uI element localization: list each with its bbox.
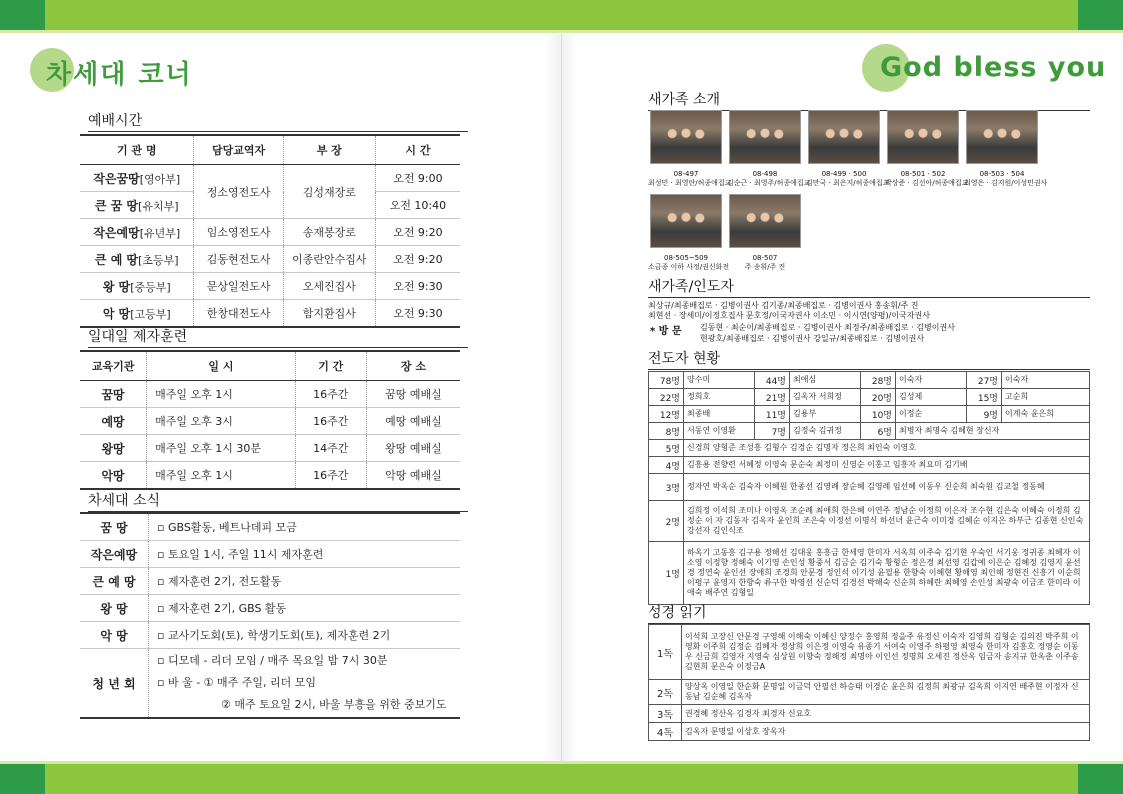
caption-code: 08-505~509 (663, 254, 709, 262)
worship-org-name: 작은예땅 (93, 225, 140, 240)
evangelism-row (649, 406, 1090, 423)
news-text: ▫ 토요일 1시, 주일 11시 제자훈련 (149, 541, 461, 568)
guide-line: 최현선 · 장세미/이정호집사 문호정/이국자권사 이소민 · 이시연(양평)/이국자권사 (648, 311, 930, 320)
training-period: 16주간 (295, 381, 366, 408)
worship-header-pastor: 담당교역자 (194, 135, 283, 165)
evangelism-names: 이숙자 (896, 372, 967, 389)
worship-org-name: 악 땅 (102, 306, 131, 321)
news-row (80, 595, 460, 622)
evangelism-names: 이계숙 윤은희 (1002, 406, 1090, 423)
newfamily-photo (729, 110, 801, 164)
training-place: 악땅 예배실 (366, 462, 460, 490)
news-row (80, 513, 460, 541)
worship-org-dept: [유치부] (138, 199, 179, 213)
top-band-stripe (0, 30, 1123, 33)
youth-line-paul: ▫ 바 울 - ① 매주 주일, 리더 모임 (157, 676, 317, 689)
worship-org-name: 큰 꿈 땅 (94, 198, 139, 213)
evangelism-names: 서동연 이영환 (684, 423, 755, 440)
worship-row (80, 246, 460, 273)
caption-code: 08-498 (752, 170, 778, 178)
photo-caption (806, 170, 890, 188)
evangelism-names: 김옥자 서희정 (790, 389, 861, 406)
bottom-band-stripe (0, 761, 1123, 764)
evangelism-names: 하옥기 고동흥 김구용 정해선 김대웅 홍흥금 한세영 한미자 서옥희 이주숙 김기현 우숙인 서기웅 정귀종 최혜자 이소영 이정향 정혜숙 이기영 손인성 황중서 김금순 김기숙 황형순 정은경 최선영 김갑예 이은순 김혜정 김영지 윤선경 정연숙 윤인선 장애희 조경희 안문경 정인석 이기성 윤필용 한향숙 이혜현 황해영 최인해 정현진 신흥기 이순희 이평구 윤영지 한향숙 류구한 박영선 신순덕 김경선 박해숙 신순희 하혜란 최혜영 손인성 최광숙 이금조 한미라 이애숙 배주연 김형일 (684, 542, 1090, 605)
page-divider (561, 34, 562, 761)
worship-org-name: 작은꿈땅 (93, 171, 140, 186)
training-when: 매주일 오후 1시 30분 (147, 435, 296, 462)
training-period: 16주간 (295, 462, 366, 490)
evangelism-names: 고순희 (1002, 389, 1090, 406)
worship-title: 예배시간 (88, 110, 142, 130)
bible-names: 양상옥 이영일 한순화 문명일 이금덕 안필선 하승태 이경순 윤은희 김정희 최광규 김옥희 이지연 배주현 이정자 신동남 김순혜 김옥자 (682, 680, 1090, 705)
evangelism-count: 4명 (649, 457, 684, 474)
training-org: 왕땅 (80, 435, 147, 462)
visit-label: * 방 문 (650, 326, 682, 337)
evangelism-names: 정희호 (684, 389, 755, 406)
worship-row (80, 273, 460, 300)
evangelism-count: 28명 (861, 372, 896, 389)
caption-names: 김순근 · 최영주/허종애집교 (727, 179, 811, 187)
worship-time: 오전 9:30 (375, 273, 460, 300)
caption-code: 08-497 (673, 170, 699, 178)
evangelism-names: 최애심 (790, 372, 861, 389)
news-text: ▫ GBS활동, 베트나데피 모금 (149, 513, 461, 541)
worship-time: 오전 9:20 (375, 246, 460, 273)
evangelism-count: 8명 (649, 423, 684, 440)
evangelism-wide-row (649, 542, 1090, 605)
youth-line-paul-2: ② 매주 토요일 2시, 바울 부흥을 위한 중보기도 (221, 698, 447, 711)
training-place: 왕땅 예배실 (366, 435, 460, 462)
newfamily-title: 새가족 소개 (648, 89, 720, 109)
training-title: 일대일 제자훈련 (88, 326, 187, 346)
photo-caption (648, 254, 730, 272)
worship-org (80, 300, 194, 328)
worship-org (80, 165, 194, 192)
worship-pastor: 김동현전도사 (194, 246, 283, 273)
caption-names: 소금종 이하 사정/권신화전 (648, 263, 730, 271)
worship-org-dept: [중등부] (130, 280, 171, 294)
worship-head: 오세진집사 (283, 273, 375, 300)
caption-names: 박상준 · 김선아/허종애집교 (885, 179, 969, 187)
caption-code: 08-501 · 502 (900, 170, 946, 178)
bible-row (649, 723, 1090, 741)
evangelism-count: 2명 (649, 501, 684, 542)
newfamily-photo (966, 110, 1038, 164)
worship-head: 송재봉장로 (283, 219, 375, 246)
newfamily-photo (650, 110, 722, 164)
worship-head: 김성재장로 (283, 165, 375, 219)
worship-head: 함지환집사 (283, 300, 375, 328)
training-org: 예땅 (80, 408, 147, 435)
newfamily-photos (648, 110, 1048, 275)
news-table (80, 512, 460, 719)
training-row (80, 462, 460, 490)
caption-names: 최영은 · 김지원/이성민권사 (964, 179, 1048, 187)
evangelism-names: 최종배 (684, 406, 755, 423)
training-period: 16주간 (295, 408, 366, 435)
caption-names: 김만국 · 최은지/허종애집교 (806, 179, 890, 187)
evangelism-count: 78명 (649, 372, 684, 389)
worship-org (80, 273, 194, 300)
news-title: 차세대 소식 (88, 490, 160, 510)
evangelism-count: 3명 (649, 474, 684, 501)
training-when: 매주일 오후 1시 (147, 381, 296, 408)
top-band (0, 0, 1123, 30)
worship-org (80, 219, 194, 246)
worship-org-dept: [초등부] (138, 253, 179, 267)
training-when: 매주일 오후 1시 (147, 462, 296, 490)
bottom-band-right-block (1078, 764, 1123, 794)
news-row (80, 568, 460, 595)
worship-pastor: 한창대전도사 (194, 300, 283, 328)
bottom-band (0, 764, 1123, 794)
evangelism-names: 김성제 (896, 389, 967, 406)
newfamily-photo (729, 194, 801, 248)
guide-line: 최상규/최종배집로 · 김병이권사 김기종/최종배집로 · 김병이권사 홍송휘/주 진 (648, 301, 919, 310)
bible-names: 김옥자 문명일 이상호 장옥자 (682, 723, 1090, 741)
bible-row (649, 680, 1090, 705)
worship-row (80, 165, 460, 192)
worship-header-head: 부 장 (283, 135, 375, 165)
newfamily-photo (650, 194, 722, 248)
guide-title: 새가족/인도자 (648, 276, 734, 296)
brand-left-title: 차세대 코너 (46, 60, 193, 90)
bible-row (649, 705, 1090, 723)
training-org: 꿈땅 (80, 381, 147, 408)
news-youth-row (80, 649, 460, 719)
training-header-org: 교육기관 (80, 351, 147, 381)
bible-title: 성경 읽기 (648, 602, 707, 622)
news-org: 꿈 땅 (80, 513, 149, 541)
worship-org-dept: [유년부] (139, 226, 181, 240)
bible-count: 2독 (649, 680, 682, 705)
worship-header-row (80, 135, 460, 165)
worship-row (80, 219, 460, 246)
evangelism-count: 22명 (649, 389, 684, 406)
evangelism-names: 양수미 (684, 372, 755, 389)
evangelism-count: 27명 (967, 372, 1002, 389)
news-youth-org: 청 년 회 (80, 649, 149, 719)
evangelism-count: 6명 (861, 423, 896, 440)
evangelism-names: 김용부 (790, 406, 861, 423)
training-header-period: 기 간 (295, 351, 366, 381)
evangelism-count: 5명 (649, 440, 684, 457)
evangelism-row (649, 423, 1090, 440)
training-row (80, 408, 460, 435)
worship-org (80, 246, 194, 273)
training-when: 매주일 오후 3시 (147, 408, 296, 435)
evangelism-names: 이숙자 (1002, 372, 1090, 389)
caption-code: 08-507 (752, 254, 778, 262)
training-table (80, 350, 460, 490)
photo-caption (885, 170, 969, 188)
worship-org-name: 큰 예 땅 (94, 252, 139, 267)
worship-org-dept: [고등부] (130, 307, 171, 321)
evangelism-table (648, 371, 1090, 605)
evangelism-names: 김정숙 김귀정 (790, 423, 861, 440)
brand-right-title: God bless you (880, 52, 1107, 83)
evangelism-count: 21명 (755, 389, 790, 406)
evangelism-count: 9명 (967, 406, 1002, 423)
training-place: 꿈땅 예배실 (366, 381, 460, 408)
bible-table (648, 624, 1090, 741)
evangelism-count: 11명 (755, 406, 790, 423)
training-row (80, 381, 460, 408)
bible-count: 4독 (649, 723, 682, 741)
visit-line: 현광호/최종배집로 · 김병이권사 강일규/최종배집로 · 김병이권사 (700, 334, 925, 343)
evangelism-count: 12명 (649, 406, 684, 423)
news-row (80, 622, 460, 649)
caption-code: 08-503 · 504 (979, 170, 1025, 178)
training-org: 악땅 (80, 462, 147, 490)
worship-pastor: 정소영전도사 (194, 165, 283, 219)
news-org: 왕 땅 (80, 595, 149, 622)
evangelism-wide-row (649, 457, 1090, 474)
caption-names: 최성민 · 최영란/허종애집교 (648, 179, 732, 187)
evangelism-count: 7명 (755, 423, 790, 440)
worship-org-dept: [영아부] (139, 172, 181, 186)
bible-count: 1독 (649, 625, 682, 680)
news-org: 큰 예 땅 (80, 568, 149, 595)
caption-names: 주 송휘/주 진 (744, 263, 786, 271)
newfamily-photo (887, 110, 959, 164)
training-header-row (80, 351, 460, 381)
evangelism-count: 10명 (861, 406, 896, 423)
top-band-left-block (0, 0, 45, 30)
news-text: ▫ 교사기도회(토), 학생기도회(토), 제자훈련 2기 (149, 622, 461, 649)
worship-time: 오전 10:40 (375, 192, 460, 219)
evangelism-count: 1명 (649, 542, 684, 605)
news-youth-text (149, 649, 461, 719)
worship-pastor: 문상일전도사 (194, 273, 283, 300)
news-text: ▫ 제자훈련 2기, GBS 활동 (149, 595, 461, 622)
evangelism-names: 김희정 이석희 조미나 이영옥 조순례 최애희 한은혜 이연주 정남순 이정희 이은자 조수현 김은숙 이혜숙 이정희 김정순 이 자 김동자 김옥자 윤인희 조은숙 이정선 이명식 하선녀 윤근숙 이미경 김혜순 이지은 하부근 김종현 신인숙 강선자 김인식조 (684, 501, 1090, 542)
evangelism-wide-row (649, 501, 1090, 542)
bottom-band-left-block (0, 764, 45, 794)
bible-names: 권경혜 정산옥 김경자 최경자 신요호 (682, 705, 1090, 723)
evangelism-count: 44명 (755, 372, 790, 389)
worship-time: 오전 9:20 (375, 219, 460, 246)
evangelism-names: 김흥용 전향련 서혜정 이영숙 문순숙 최정미 신영순 이홍고 임흥자 최요미 김기배 (684, 457, 1090, 474)
worship-time: 오전 9:30 (375, 300, 460, 328)
photo-caption (727, 254, 803, 272)
caption-code: 08-499 · 500 (821, 170, 867, 178)
evangelism-count: 20명 (861, 389, 896, 406)
evangelism-row (649, 372, 1090, 389)
worship-header-time: 시 간 (375, 135, 460, 165)
evangelism-title: 전도자 현황 (648, 348, 720, 368)
worship-head: 이종란안수집사 (283, 246, 375, 273)
photo-caption (964, 170, 1048, 188)
evangelism-row (649, 389, 1090, 406)
photo-caption (727, 170, 811, 188)
bible-row (649, 625, 1090, 680)
training-header-when: 일 시 (147, 351, 296, 381)
evangelism-names: 이정순 (896, 406, 967, 423)
worship-table (80, 134, 460, 328)
worship-header-org: 기 관 명 (80, 135, 194, 165)
worship-pastor: 임소영전도사 (194, 219, 283, 246)
bible-count: 3독 (649, 705, 682, 723)
youth-line-timothy: ▫ 디모데 - 리더 모임 / 매주 목요일 밤 7시 30분 (157, 654, 388, 667)
evangelism-wide-row (649, 474, 1090, 501)
news-org: 작은예땅 (80, 541, 149, 568)
news-org: 악 땅 (80, 622, 149, 649)
training-header-place: 장 소 (366, 351, 460, 381)
news-text: ▫ 제자훈련 2기, 전도활동 (149, 568, 461, 595)
evangelism-names: 신경희 양형준 조성흥 김형수 김경순 김명자 정은희 최인숙 이영호 (684, 440, 1090, 457)
evangelism-names: 정자연 박옥순 김숙자 이혜원 한종선 김영례 장순혜 김영례 임선혜 이동우 신순희 최숙원 김교철 정동혜 (684, 474, 1090, 501)
newfamily-photo (808, 110, 880, 164)
evangelism-count: 15명 (967, 389, 1002, 406)
training-row (80, 435, 460, 462)
training-place: 예땅 예배실 (366, 408, 460, 435)
visit-line: 김동현 · 최순이/최종배집로 · 김병이권사 최정주/최종배집로 · 김병이권사 (700, 323, 955, 332)
worship-row (80, 300, 460, 328)
news-row (80, 541, 460, 568)
bible-names: 이석희 고장신 안문경 구영해 이해숙 이혜신 양정수 홍영희 정을주 유정신 이숙자 김영희 김형순 김의진 박주희 이영화 이주희 김정순 김혜자 정상희 이은정 이영숙 유종기 서여숙 이영주 하평영 최영숙 한미자 김흥호 정영순 이동우 신금희 김영자 지영숙 심상원 이향숙 정해정 최명아 이인선 정명희 오세진 정산옥 임금자 송지규 한옥춘 이주송 김현희 문은숙 이정금A (682, 625, 1090, 680)
evangelism-wide-row (649, 440, 1090, 457)
training-period: 14주간 (295, 435, 366, 462)
worship-org (80, 192, 194, 219)
worship-org-name: 왕 땅 (102, 279, 131, 294)
worship-time: 오전 9:00 (375, 165, 460, 192)
photo-caption (648, 170, 732, 188)
top-band-right-block (1078, 0, 1123, 30)
evangelism-names: 최병자 최명숙 김혜현 장신자 (896, 423, 1090, 440)
